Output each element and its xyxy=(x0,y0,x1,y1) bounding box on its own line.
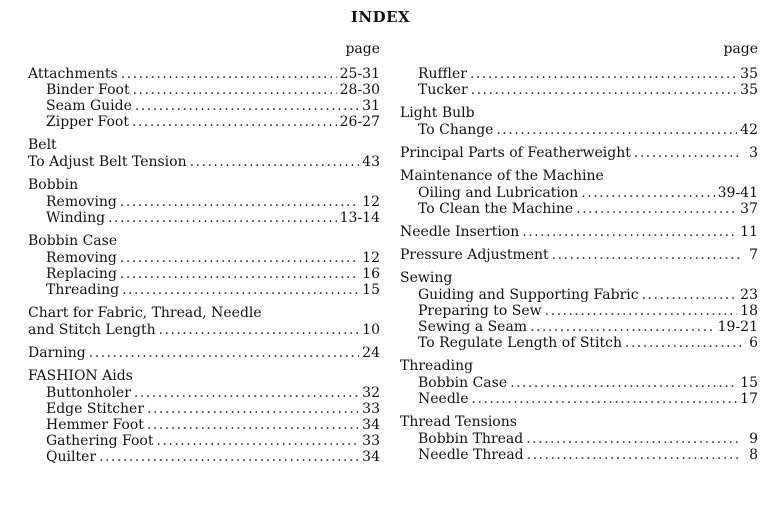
index-group xyxy=(28,368,380,465)
index-entry xyxy=(400,82,758,98)
dot-leader xyxy=(472,391,738,407)
page-column-header: page xyxy=(723,41,758,57)
index-entry-page: 37 xyxy=(740,201,758,217)
index-entry-label: Needle Thread xyxy=(418,447,524,463)
index-group xyxy=(28,305,380,338)
index-entry-label: Zipper Foot xyxy=(46,114,129,130)
index-entry xyxy=(28,210,380,226)
index-entry-label: Replacing xyxy=(46,266,117,282)
index-entry-page: 35 xyxy=(740,66,758,82)
index-heading: Sewing xyxy=(400,270,453,286)
index-group xyxy=(400,105,758,138)
index-entry-page: 12 xyxy=(362,250,380,266)
index-entry-page: 12 xyxy=(362,194,380,210)
index-entry-label: Needle xyxy=(418,391,469,407)
index-entry-label: Seam Guide xyxy=(46,98,132,114)
index-heading: Thread Tensions xyxy=(400,414,517,430)
index-entry-page: 34 xyxy=(362,417,380,433)
index-heading: Belt xyxy=(28,137,57,153)
index-entry-label: Gathering Foot xyxy=(46,433,154,449)
index-group xyxy=(400,66,758,98)
index-group xyxy=(28,177,380,226)
index-entry-page: 15 xyxy=(740,375,758,391)
index-entry-page: 17 xyxy=(740,391,758,407)
index-group xyxy=(400,270,758,351)
index-entry-page: 8 xyxy=(749,447,758,463)
dot-leader xyxy=(545,303,738,319)
index-entry-page: 43 xyxy=(362,154,380,170)
dot-leader xyxy=(133,82,337,98)
index-entry-label: Buttonholer xyxy=(46,385,131,401)
dot-leader xyxy=(471,82,738,98)
index-groups-right xyxy=(400,66,758,463)
dot-leader xyxy=(99,449,359,465)
index-group xyxy=(400,358,758,407)
index-entry xyxy=(400,447,758,463)
index-group xyxy=(400,247,758,263)
index-entry-label: Winding xyxy=(46,210,106,226)
index-entry-label: Hemmer Foot xyxy=(46,417,144,433)
index-entry-label: Threading xyxy=(46,282,120,298)
index-entry-page: 9 xyxy=(749,431,758,447)
index-entry-label: Needle Insertion xyxy=(400,224,520,240)
dot-leader xyxy=(510,375,737,391)
index-entry xyxy=(400,375,758,391)
index-group xyxy=(28,137,380,170)
index-entry xyxy=(400,185,758,201)
index-entry-page: 28-30 xyxy=(339,82,380,98)
index-entry-label: To Adjust Belt Tension xyxy=(28,154,187,170)
index-entry-label: Removing xyxy=(46,194,117,210)
index-entry-page: 33 xyxy=(362,401,380,417)
dot-leader xyxy=(147,401,359,417)
index-entry-page: 6 xyxy=(749,335,758,351)
dot-leader xyxy=(522,224,737,240)
index-heading: Bobbin xyxy=(28,177,79,193)
index-entry xyxy=(28,322,380,338)
dot-leader xyxy=(132,114,337,130)
dot-leader xyxy=(89,345,359,361)
index-entry xyxy=(28,114,380,130)
index-entry-page: 11 xyxy=(740,224,758,240)
index-entry-label: Preparing to Sew xyxy=(418,303,542,319)
index-entry xyxy=(400,287,758,303)
index-group xyxy=(28,233,380,298)
index-entry-page: 23 xyxy=(740,287,758,303)
dot-leader xyxy=(552,247,741,263)
index-entry-label: To Change xyxy=(418,122,494,138)
page-column-header: page xyxy=(345,41,380,57)
index-column-left xyxy=(28,40,380,472)
index-entry-label: Quilter xyxy=(46,449,97,465)
dot-leader xyxy=(530,319,715,335)
index-entry-label: Guiding and Supporting Fabric xyxy=(418,287,639,303)
index-entry-page: 25-31 xyxy=(339,66,380,82)
index-column-right xyxy=(400,40,758,470)
dot-leader xyxy=(159,322,360,338)
index-entry xyxy=(28,194,380,210)
dot-leader xyxy=(576,201,737,217)
index-entry xyxy=(28,449,380,465)
index-entry-label: Bobbin Case xyxy=(418,375,508,391)
index-entry-label: Tucker xyxy=(418,82,468,98)
index-entry xyxy=(28,98,380,114)
index-groups-left xyxy=(28,66,380,465)
index-entry xyxy=(400,335,758,351)
index-entry-page: 34 xyxy=(362,449,380,465)
index-entry xyxy=(400,319,758,335)
index-entry-label: To Regulate Length of Stitch xyxy=(418,335,623,351)
dot-leader xyxy=(527,447,741,463)
index-entry-label: Ruffler xyxy=(418,66,467,82)
index-entry-page: 33 xyxy=(362,433,380,449)
index-entry xyxy=(28,82,380,98)
dot-leader xyxy=(134,385,359,401)
index-entry-label: Principal Parts of Featherweight xyxy=(400,145,631,161)
index-entry-label: Binder Foot xyxy=(46,82,130,98)
index-entry xyxy=(400,391,758,407)
dot-leader xyxy=(135,98,359,114)
index-title: INDEX xyxy=(350,8,411,26)
index-entry-page: 10 xyxy=(362,322,380,338)
dot-leader xyxy=(190,154,360,170)
dot-leader xyxy=(157,433,360,449)
index-entry-label: Pressure Adjustment xyxy=(400,247,549,263)
index-entry-page: 39-41 xyxy=(717,185,758,201)
index-group xyxy=(28,345,380,361)
dot-leader xyxy=(526,431,741,447)
index-entry-label: Sewing a Seam xyxy=(418,319,528,335)
dot-leader xyxy=(581,185,714,201)
index-entry xyxy=(400,122,758,138)
index-entry-page: 31 xyxy=(362,98,380,114)
index-entry-label: and Stitch Length xyxy=(28,322,156,338)
index-entry-label: Edge Stitcher xyxy=(46,401,145,417)
index-entry-page: 3 xyxy=(749,145,758,161)
index-entry-label: Removing xyxy=(46,250,117,266)
index-entry xyxy=(400,145,758,161)
index-entry xyxy=(28,266,380,282)
index-entry-label: Attachments xyxy=(28,66,118,82)
index-group xyxy=(400,168,758,217)
dot-leader xyxy=(120,250,359,266)
index-entry-page: 42 xyxy=(740,122,758,138)
index-entry-label: Oiling and Lubrication xyxy=(418,185,579,201)
index-entry xyxy=(400,431,758,447)
index-entry xyxy=(400,247,758,263)
dot-leader xyxy=(470,66,737,82)
index-entry xyxy=(28,417,380,433)
index-entry-page: 24 xyxy=(362,345,380,361)
dot-leader xyxy=(147,417,359,433)
dot-leader xyxy=(634,145,741,161)
index-group xyxy=(400,145,758,161)
index-entry-page: 32 xyxy=(362,385,380,401)
dot-leader xyxy=(496,122,737,138)
index-heading: Light Bulb xyxy=(400,105,475,121)
index-entry xyxy=(28,250,380,266)
index-entry-page: 16 xyxy=(362,266,380,282)
index-entry-label: Darning xyxy=(28,345,86,361)
dot-leader xyxy=(642,287,738,303)
index-entry-page: 7 xyxy=(749,247,758,263)
index-heading: Maintenance of the Machine xyxy=(400,168,604,184)
index-heading: Threading xyxy=(400,358,474,374)
index-entry xyxy=(400,201,758,217)
index-entry xyxy=(28,385,380,401)
index-entry xyxy=(28,66,380,82)
index-entry-label: To Clean the Machine xyxy=(418,201,574,217)
index-entry xyxy=(28,282,380,298)
index-heading: Chart for Fabric, Thread, Needle xyxy=(28,305,262,321)
dot-leader xyxy=(120,194,359,210)
index-entry xyxy=(28,345,380,361)
index-entry-page: 15 xyxy=(362,282,380,298)
index-entry-page: 13-14 xyxy=(339,210,380,226)
index-entry xyxy=(400,66,758,82)
dot-leader xyxy=(121,66,337,82)
index-group xyxy=(400,414,758,463)
index-entry xyxy=(28,401,380,417)
index-entry-label: Bobbin Thread xyxy=(418,431,524,447)
dot-leader xyxy=(108,210,337,226)
index-entry-page: 18 xyxy=(740,303,758,319)
dot-leader xyxy=(625,335,741,351)
index-entry xyxy=(28,154,380,170)
index-group xyxy=(400,224,758,240)
dot-leader xyxy=(120,266,359,282)
index-entry xyxy=(400,224,758,240)
index-entry xyxy=(400,303,758,319)
index-heading: FASHION Aids xyxy=(28,368,133,384)
index-entry-page: 26-27 xyxy=(339,114,380,130)
index-entry-page: 35 xyxy=(740,82,758,98)
index-entry xyxy=(28,433,380,449)
index-group xyxy=(28,66,380,130)
index-heading: Bobbin Case xyxy=(28,233,118,249)
dot-leader xyxy=(122,282,359,298)
index-entry-page: 19-21 xyxy=(717,319,758,335)
